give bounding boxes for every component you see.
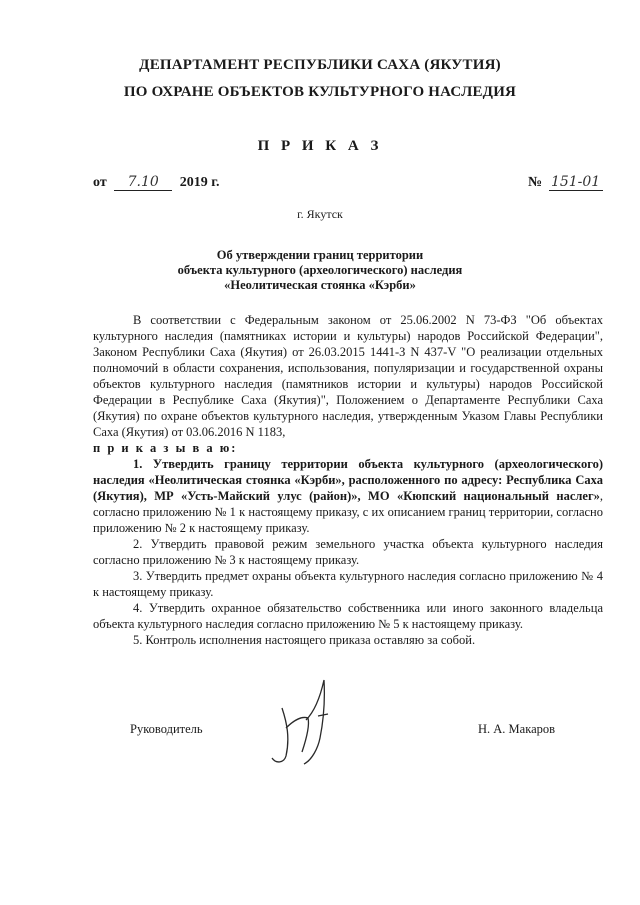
order-number [528, 174, 603, 191]
handwritten-number: 151-01 [549, 174, 603, 191]
order-item-1 [93, 456, 603, 536]
department-name-line2: ПО ОХРАНЕ ОБЪЕКТОВ КУЛЬТУРНОГО НАСЛЕДИЯ [123, 84, 517, 100]
signatory-role: Руководитель [130, 722, 203, 736]
item-1-rest: , согласно приложению № 1 к настоящему приказу, с их описанием границ территории, согласно приложению № 2 к настоящему приказу. [93, 489, 603, 535]
order-item-5: 5. Контроль исполнения настоящего приказа оставляю за собой. [133, 633, 476, 647]
order-item-2: 2. Утвердить правовой режим земельного участка объекта культурного наследия согласно приложению № 3 к настоящему приказу. [93, 537, 603, 567]
city: г. Якутск [297, 207, 343, 221]
handwritten-date: 7.10 [114, 174, 172, 191]
subject-line-1: Об утверждении границ территории [216, 248, 424, 262]
subject-line-2: объекта культурного (археологического) наследия [177, 263, 463, 277]
order-item-4: 4. Утвердить охранное обязательство собственника или иного законного владельца объекта культурного наследия согласно приложению № 5 к настоящему приказу. [93, 601, 603, 631]
preamble-text: В соответствии с Федеральным законом от 25.06.2002 N 73-ФЗ "Об объектах культурного наследия (памятниках истории и культуры) народов Российской Федерации", Законом Республики Саха (Якутия) от 26.03.2015 1441-З N 437-V "О реализации отдельных полномочий в области сохранения, использования, популяризации и государственной охраны объектов культурного наследия (памятников истории и культуры) народов Российской Федерации в Республике Саха (Якутия)", Положением о Департаменте Республики Саха (Якутия) по охране объектов культурного наследия, утвержденным Указом Главы Республики Саха (Якутия) от 03.06.2016 N 1183, [93, 313, 603, 439]
order-word-line [93, 440, 603, 456]
handwritten-signature [262, 668, 342, 768]
subject-line-3: «Неолитическая стоянка «Кэрби» [224, 278, 416, 292]
date-prefix: от [93, 175, 107, 190]
preamble-paragraph [93, 312, 603, 440]
order-body [93, 312, 603, 648]
order-item-3: 3. Утвердить предмет охраны объекта культурного наследия согласно приложению № 4 к настоящему приказу. [93, 569, 603, 599]
number-sign: № [528, 175, 543, 190]
order-word: п р и к а з ы в а ю: [93, 441, 238, 455]
item-1-bold: 1. Утвердить границу территории объекта культурного (археологического) наследия «Неолитическая стоянка «Кэрби», расположенного по адресу: Республика Саха (Якутия), МР «Усть-Майский улус (район)», МО «Кюпский национальный наслег» [93, 457, 603, 503]
order-date [93, 174, 219, 191]
order-subject [0, 248, 640, 293]
signatory-name: Н. А. Макаров [478, 722, 556, 736]
department-name-line1: ДЕПАРТАМЕНТ РЕСПУБЛИКИ САХА (ЯКУТИЯ) [139, 57, 501, 73]
document-type-title: П Р И К А З [257, 138, 383, 154]
date-year: 2019 г. [179, 175, 220, 190]
